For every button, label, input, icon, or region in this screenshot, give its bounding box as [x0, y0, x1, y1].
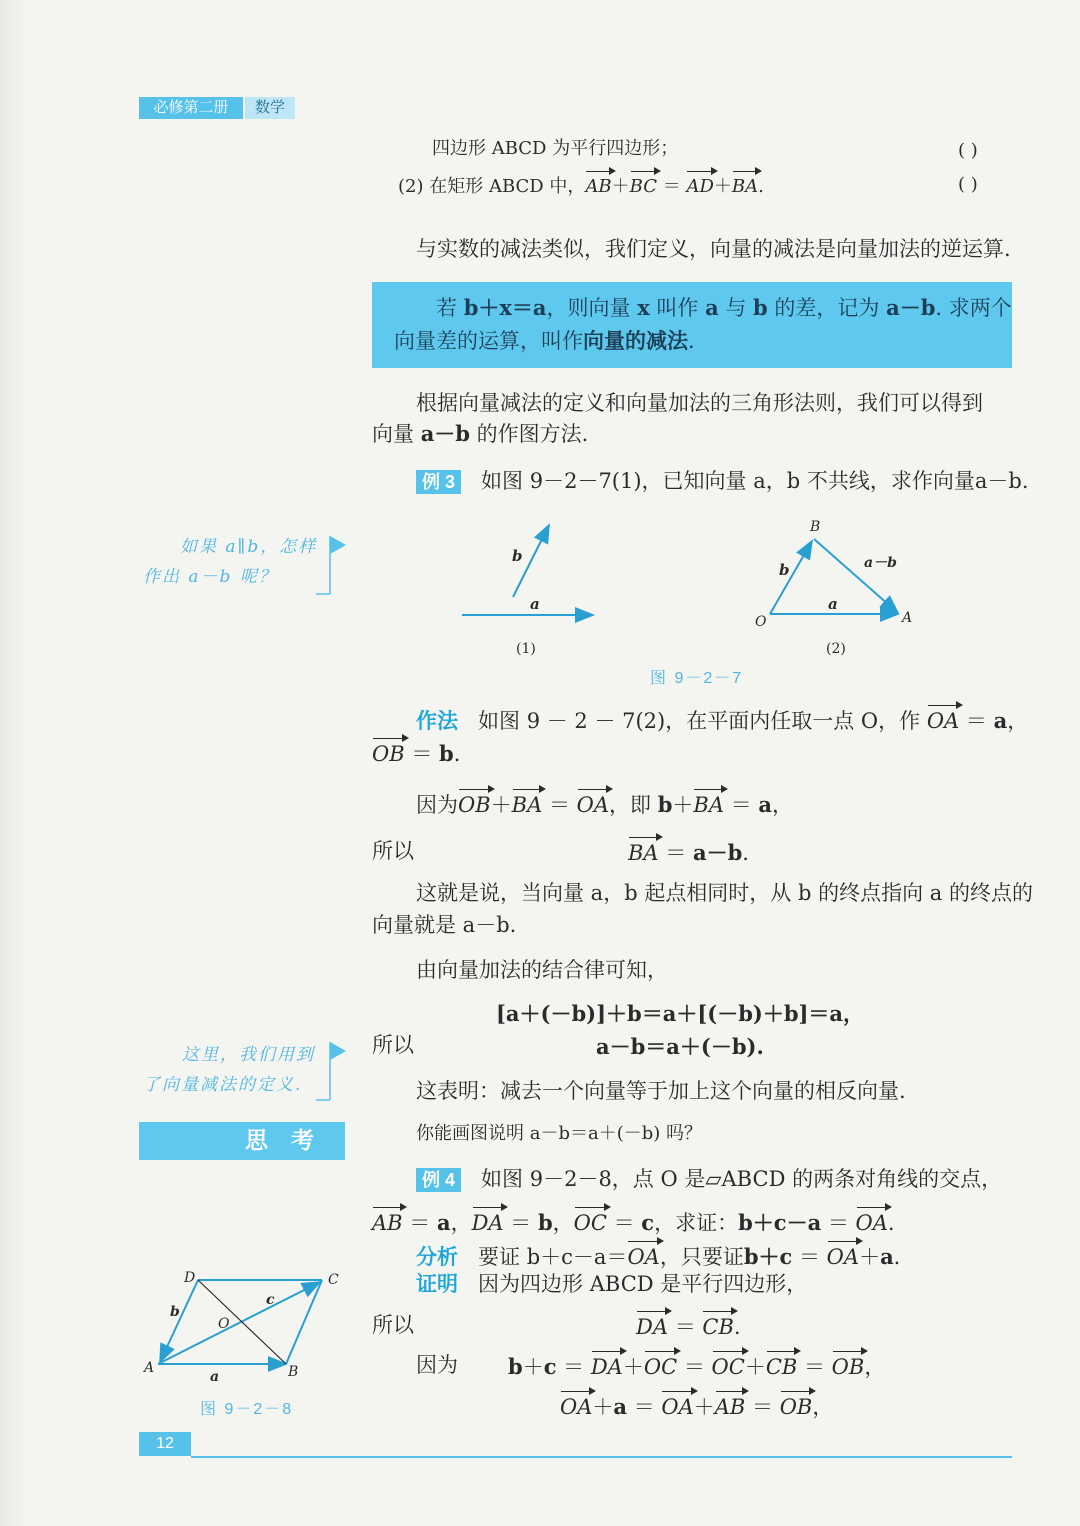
- method-line-2: OB ＝ b.: [372, 733, 460, 769]
- fig928-label-D: D: [184, 1270, 196, 1286]
- figure-9-2-7-caption: 图 9－2－7: [650, 670, 744, 687]
- because-label: 因为: [416, 1353, 458, 1377]
- method-line-1: 作法 如图 9 － 2 － 7(2)，在平面内任取一点 O，作 OA ＝ a，: [416, 700, 1028, 736]
- fig928-label-O: O: [218, 1316, 230, 1332]
- method-tag: 作法: [416, 708, 458, 733]
- assoc-eq-2: a－b＝a＋(－b).: [596, 1034, 764, 1059]
- definition-line-2: 向量差的运算，叫作向量的减法.: [394, 328, 695, 353]
- fig928-label-a: a: [210, 1369, 220, 1385]
- fig2-label-a: a: [828, 595, 838, 613]
- example4-line-1: [416, 1164, 1002, 1194]
- fig1-sub-caption: (1): [516, 641, 536, 657]
- example3-text: 如图 9－2－7(1)，已知向量 a，b 不共线，求作向量a－b.: [481, 469, 1029, 493]
- explain-line-2: 向量就是 a－b.: [372, 913, 517, 937]
- fig2-vector-BA: [814, 539, 898, 613]
- analysis-tag: 分析: [416, 1244, 458, 1269]
- page-number: 12: [139, 1432, 191, 1456]
- example4-tag: 例 4: [416, 1168, 461, 1192]
- figure-9-2-8-caption: 图 9－2－8: [200, 1401, 294, 1418]
- footer-rule: [191, 1456, 1012, 1458]
- para2-line-2: 向量 a－b 的作图方法.: [372, 421, 589, 446]
- exercise-paren-1: ( ): [958, 140, 978, 161]
- method-text: 如图 9 － 2 － 7(2)，在平面内任取一点 O，作: [478, 709, 921, 733]
- proof-tag: 证明: [416, 1271, 458, 1296]
- think-question: 你能画图说明 a－b＝a＋(－b) 吗？: [416, 1123, 702, 1144]
- fig2-label-B: B: [810, 519, 821, 535]
- therefore-label-1: 所以: [372, 839, 414, 863]
- exercise-line-1: 四边形 ABCD 为平行四边形；: [432, 138, 679, 159]
- example3-tag: 例 3: [416, 470, 461, 494]
- fig928-label-C: C: [328, 1272, 339, 1288]
- margin-note-2-line-2: 了向量减法的定义.: [143, 1075, 303, 1095]
- fig2-label-O: O: [755, 614, 767, 630]
- exercise-line-2-prefix: (2) 在矩形 ABCD 中，: [398, 176, 586, 197]
- definition-line-1: 若 b＋x＝a，则向量 x 叫作 a 与 b 的差，记为 a－b. 求两个: [436, 295, 1012, 320]
- fig2-vector-OB: [770, 541, 812, 614]
- proof-eq-2: b＋c ＝ DA＋OC ＝ OC＋CB ＝ OB，: [508, 1346, 885, 1382]
- example4-text: 如图 9－2－8，点 O 是▱ABCD 的两条对角线的交点，: [481, 1167, 1003, 1191]
- proof-eq-1: DA ＝ CB.: [636, 1306, 741, 1342]
- proof-eq-3: OA＋a ＝ OA＋AB ＝ OB，: [560, 1386, 833, 1422]
- fig928-side-BC: [286, 1280, 322, 1364]
- fig928-diag-OC: [158, 1282, 320, 1364]
- figure-9-2-7: [450, 515, 950, 665]
- example3-line: [416, 466, 1029, 496]
- margin-note-1-line-2: 作出 a－b 呢？: [143, 567, 278, 587]
- proof-line: 证明 因为四边形 ABCD 是平行四边形，: [416, 1271, 808, 1296]
- exercise-line-2: (2) 在矩形 ABCD 中，AB＋BC ＝ AD＋BA.: [398, 166, 764, 202]
- para2-line-1: 根据向量减法的定义和向量加法的三角形法则，我们可以得到: [416, 391, 983, 415]
- assoc-line: 由向量加法的结合律可知，: [416, 958, 668, 982]
- intro-text: 与实数的减法类似，我们定义，向量的减法是向量加法的逆运算.: [416, 237, 1011, 261]
- fig928-side-DA: [160, 1280, 198, 1362]
- margin-note-1-flag-icon: [314, 532, 354, 598]
- margin-note-1-line-1: 如果 a∥b，怎样: [180, 537, 318, 557]
- therefore-eq-1: BA ＝ a－b.: [628, 832, 749, 868]
- exercise-paren-2: ( ): [958, 174, 978, 195]
- margin-note-2-flag-icon: [314, 1038, 354, 1104]
- fig928-label-B: B: [288, 1364, 299, 1380]
- fig1-label-b: b: [512, 547, 523, 565]
- header-book-tag: 必修第二册: [139, 97, 243, 119]
- fig928-label-c: c: [266, 1292, 275, 1308]
- fig1-label-a: a: [530, 595, 540, 613]
- margin-note-2-line-1: 这里，我们用到: [182, 1045, 315, 1065]
- figure-9-2-8: [140, 1268, 350, 1390]
- fig2-label-amb: a－b: [864, 555, 897, 571]
- example4-line-2: AB ＝ a，DA ＝ b，OC ＝ c，求证：b＋c－a ＝ OA.: [372, 1202, 895, 1238]
- page-edge: [0, 0, 28, 1526]
- therefore-label-3: 所以: [372, 1313, 414, 1337]
- fig928-label-b: b: [170, 1304, 180, 1320]
- since-line: 因为OB＋BA ＝ OA，即 b＋BA ＝ a，: [416, 784, 793, 820]
- fig2-label-b: b: [779, 561, 790, 579]
- header-subject: 数学: [245, 97, 295, 119]
- fig928-label-A: A: [144, 1360, 155, 1376]
- analysis-line: 分析 要证 b＋c－a＝OA，只要证b＋c ＝ OA＋a.: [416, 1236, 900, 1272]
- fig2-sub-caption: (2): [826, 641, 846, 657]
- think-title: 思 考: [245, 1127, 314, 1154]
- fig2-label-A: A: [902, 610, 913, 626]
- conclusion-line: 这表明：减去一个向量等于加上这个向量的相反向量.: [416, 1079, 906, 1103]
- therefore-label-2: 所以: [372, 1033, 414, 1057]
- explain-line-1: 这就是说，当向量 a，b 起点相同时，从 b 的终点指向 a 的终点的: [416, 881, 1033, 905]
- think-banner: [139, 1122, 345, 1160]
- assoc-eq-1: [a＋(－b)]＋b＝a＋[(－b)＋b]＝a，: [496, 1001, 865, 1026]
